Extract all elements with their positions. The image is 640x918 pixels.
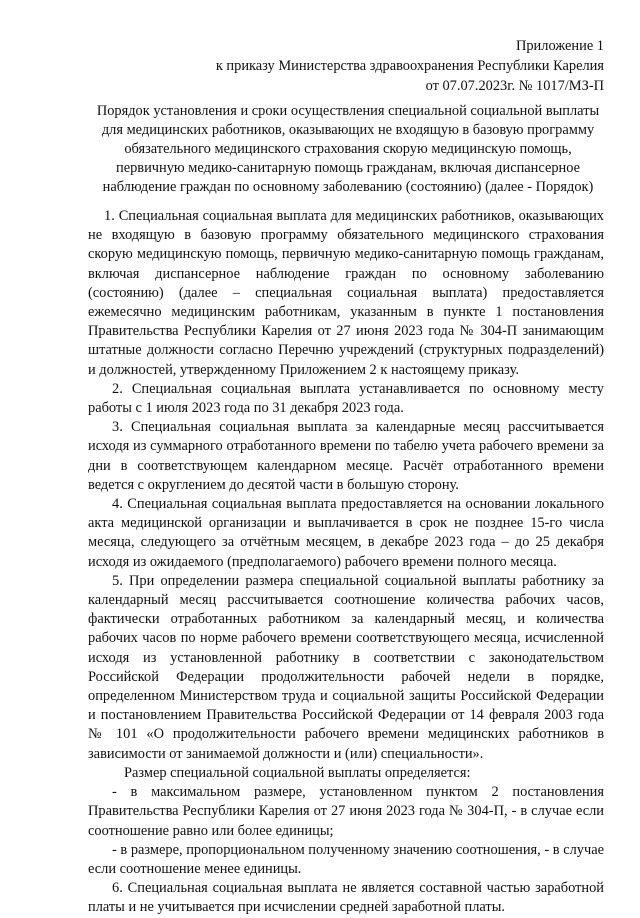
order-reference: к приказу Министерства здравоохранения Республики Карелия bbox=[215, 58, 604, 74]
title-line: наблюдение граждан по основному заболеванию (состоянию) (далее - Порядок) bbox=[102, 179, 594, 195]
paragraph-5: 5. При определении размера специальной социальной выплаты работнику за календарный месяц рассчитывается соотношение количества рабочих часов, фактически отработанных работником за календарный месяц, и количества рабочих часов по норме рабочего времени соответствующего месяца, исчисленной исходя из установленной работнику в соответствии с законодательством Российской Федерации продолжительности рабочей недели в порядке, определенном Министерством труда и социальной защиты Российской Федерации и постановлением Правительства Российской Федерации от 14 февраля 2003 года № 101 «О продолжительности рабочего времени медицинских работников в зависимости от занимаемой должности и (или) специальности». bbox=[88, 572, 604, 762]
document-body bbox=[88, 207, 604, 918]
title-line: для медицинских работников, оказывающих не входящую в базовую программу bbox=[101, 122, 595, 138]
order-date-number: от 07.07.2023г. № 1017/МЗ-П bbox=[425, 78, 604, 94]
appendix-header bbox=[88, 36, 604, 96]
paragraph-3: 3. Специальная социальная выплата за календарные месяц рассчитывается исходя из суммарного отработанного времени по табелю учета рабочего времени за дни в соответствующем календарном месяце. Расчёт отработанного времени ведется с округлением до десятой части в большую сторону. bbox=[88, 419, 604, 493]
payment-size-max: - в максимальном размере, установленном пунктом 2 постановления Правительства Республики Карелия от 27 июня 2023 года № 304-П, - в случае если соотношение равно или более единицы; bbox=[88, 784, 604, 839]
paragraph-1: 1. Специальная социальная выплата для медицинских работников, оказывающих не входящую в базовую программу обязательного медицинского страхования скорую медицинскую помощь, первичную медико-санитарную помощь гражданам, включая диспансерное наблюдение граждан по основному заболеванию (состоянию) (далее – специальная социальная выплата) предоставляется ежемесячно медицинским работникам, указанным в пункте 1 постановления Правительства Республики Карелия от 27 июня 2023 года № 304-П занимающим штатные должности согласно Перечню учреждений (структурных подразделений) и должностей, утвержденному Приложением 2 к настоящему приказу. bbox=[88, 208, 604, 378]
payment-size-proportional: - в размере, пропорциональном полученному значению соотношения, - в случае если соотношение менее единицы. bbox=[88, 841, 604, 877]
document-title bbox=[88, 102, 604, 197]
title-line: Порядок установления и сроки осуществления специальной социальной выплаты bbox=[96, 103, 600, 119]
title-line: обязательного медицинского страхования скорую медицинскую помощь, bbox=[124, 141, 572, 157]
payment-size-intro: Размер специальной социальной выплаты определяется: bbox=[124, 764, 471, 781]
paragraph-2: 2. Специальная социальная выплата устанавливается по основному месту работы с 1 июля 2023 года по 31 декабря 2023 года. bbox=[88, 380, 604, 417]
appendix-number: Приложение 1 bbox=[515, 38, 604, 54]
paragraph-4: 4. Специальная социальная выплата предоставляется на основании локального акта медицинской организации и выплачивается в срок не позднее 15-го числа месяца, следующего за отчётным месяцем, в декабре 2023 года – до 25 декабря исходя из ожидаемого (предполагаемого) рабочего времени полного месяца. bbox=[88, 496, 604, 570]
paragraph-6: 6. Специальная социальная выплата не является составной частью заработной платы и не учитывается при исчислении средней заработной платы. bbox=[88, 880, 604, 916]
title-line: первичную медико-санитарную помощь гражданам, включая диспансерное bbox=[116, 160, 580, 176]
